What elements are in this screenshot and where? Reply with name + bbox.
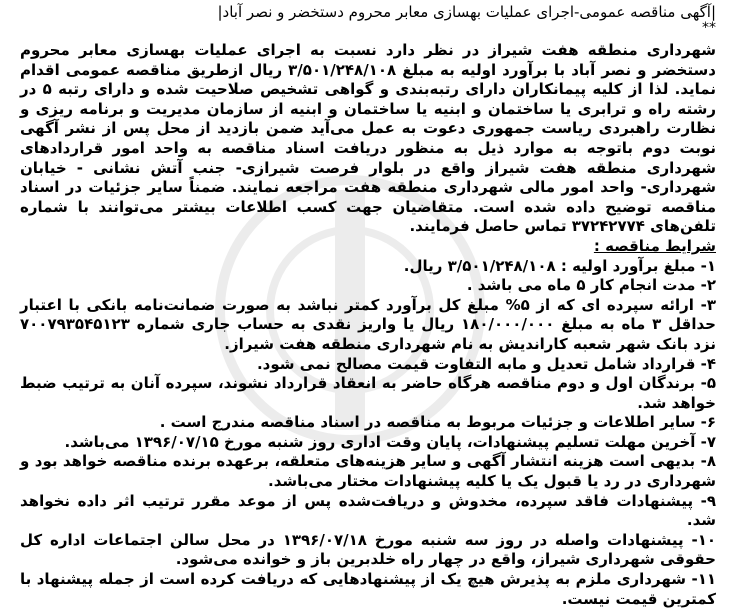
condition-item: ۳- ارائه سپرده ای که از ۵% مبلغ کل برآورد کمتر نباشد به صورت ضمانت‌نامه بانکی با اعتبار حداقل ۳ ماه به مبلغ ۱۸۰/۰۰۰/۰۰۰ ریال یا واریز نقدی به حساب جاری شماره ۷۰۰۷۹۳۵۴۵۱۲۳ نزد بانک شهر شعبه کاراندیش به نام شهرداری منطقه هفت شیراز. [20, 295, 716, 353]
condition-item: ۸- بدیهی است هزینه انتشار آگهی و سایر هزینه‌های متعلقه، برعهده برنده مناقصه خواهد بود و شهرداری در رد یا قبول یک یا کلیه پیشنهادات مختار می‌باشد. [20, 452, 716, 491]
condition-item: ۵- برندگان اول و دوم مناقصه هرگاه حاضر به انعقاد قرارداد نشوند، سپرده آنان به ترتیب ضبط خواهد شد. [20, 374, 716, 412]
conditions-list [20, 257, 716, 610]
title-stars: ** [702, 20, 716, 36]
condition-item: ۱۰- پیشنهادات واصله در روز سه شنبه مورخ ۱۳۹۶/۰۷/۱۸ در محل سالن اجتماعات اداره کل حقوقی شهرداری شیراز، واقع در چهار راه خلدبرین باز و خوانده می‌شود. [20, 530, 717, 569]
condition-item: ۲- مدت انجام کار ۵ ماه می باشد . [466, 276, 716, 295]
condition-item: ۱- مبلغ برآورد اولیه : ۳/۵۰۱/۲۴۸/۱۰۸ ریال. [403, 256, 716, 275]
condition-item: ۱۱- شهرداری ملزم به پذیرش هیچ یک از پیشنهادهایی که دریافت کرده است از جمله پیشنهاد با کمترین قیمت نیست. [20, 570, 716, 608]
intro-paragraph: شهرداری منطقه هفت شیراز در نظر دارد نسبت به اجرای عملیات بهسازی معابر محروم دستخضر و نصر آباد با برآورد اولیه به مبلغ ۳/۵۰۱/۲۴۸/۱۰۸ ریال ازطریق مناقصه عمومی اقدام نماید. لذا از کلیه پیمانکاران دارای رتبه‌بندی و گواهی تشخیص صلاحیت شده و دارای رتبه ۵ در رشته راه و ترابری یا ساختمان و ابنیه یا ساختمان و ابنیه از سازمان مدیریت و برنامه ریزی و نظارت راهبردی ریاست جمهوری دعوت به عمل می‌آید ضمن بازدید از محل پس از نشر آگهی نوبت دوم باتوجه به موارد ذیل به منظور دریافت اسناد مناقصه به واحد امور قراردادهای شهرداری منطقه هفت شیراز واقع در بلوار فرصت شیرازی- جنب آتش نشانی - خیابان شهرداری- واحد امور مالی شهرداری منطقه هفت مراجعه نمایند. ضمناً سایر جزئیات در اسناد مناقصه توضیح داده شده است. متقاضیان جهت کسب اطلاعات بیشتر می‌توانند با شماره تلفن‌های ۳۷۲۴۲۷۷۴ تماس حاصل فرمایند. [20, 41, 716, 236]
conditions-heading: شرایط مناقصه : [593, 236, 716, 255]
condition-item: ۷- آخرین مهلت تسلیم پیشنهادات، پایان وقت اداری روز شنبه مورخ ۱۳۹۶/۰۷/۱۵ می‌باشد. [64, 432, 716, 451]
notice-title: |آگهی مناقصه عمومی-اجرای عملیات بهسازی معابر محروم دستخضر و نصر آباد| [217, 3, 716, 21]
condition-item: ۹- پیشنهادات فاقد سپرده، مخدوش و دریافت‌شده پس از موعد مقرر ترتیب اثر داده نخواهد شد. [20, 491, 716, 530]
condition-item: ۶- سایر اطلاعات و جزئیات مربوط به مناقصه در اسناد مناقصه مندرج است . [159, 413, 716, 432]
condition-item: ۴- قرارداد شامل تعدیل و مابه التفاوت قیمت مصالح نمی شود. [256, 354, 716, 373]
